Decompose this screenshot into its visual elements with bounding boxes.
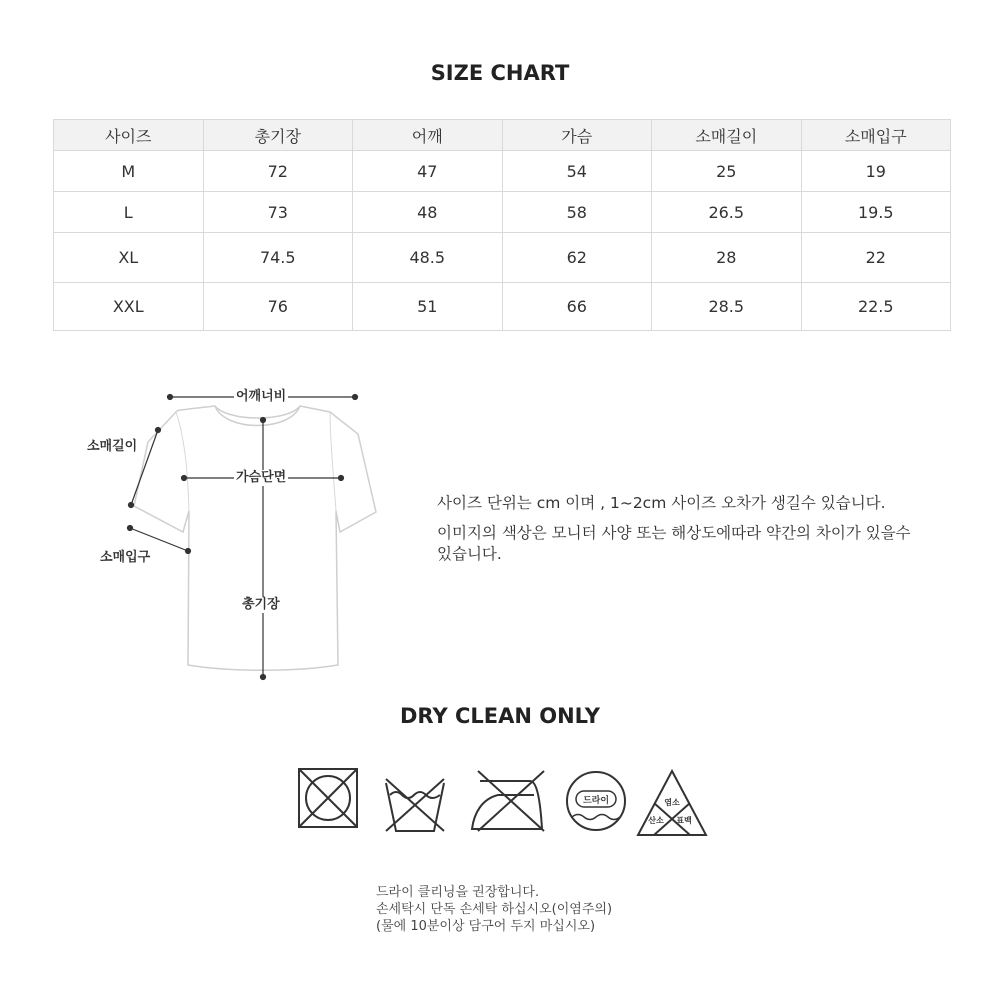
- size-chart-title: SIZE CHART: [430, 61, 570, 85]
- no-tumble-dry-icon: [296, 765, 360, 831]
- table-cell: 73: [203, 192, 353, 233]
- bleach-chlorine-label: 염소: [664, 798, 680, 807]
- chest-width-label: 가슴단면: [236, 470, 287, 485]
- care-line: 손세탁시 단독 손세탁 하십시오(이염주의): [376, 902, 613, 917]
- measurement-diagram: [0, 370, 420, 690]
- header-cell: 사이즈: [54, 120, 204, 151]
- table-row: [54, 233, 951, 283]
- dry-clean-label: 드라이: [582, 796, 610, 806]
- total-length-label: 총기장: [242, 597, 280, 612]
- table-cell: 26.5: [652, 192, 802, 233]
- table-cell: 22: [801, 233, 951, 283]
- note-color-difference: 이미지의 색상은 모니터 사양 또는 해상도에따라 약간의 차이가 있을수 있습니다.: [437, 524, 911, 563]
- table-cell: 25: [652, 151, 802, 192]
- table-cell: L: [54, 192, 204, 233]
- size-table: [53, 119, 951, 331]
- table-cell: 58: [502, 192, 652, 233]
- table-cell: 48: [353, 192, 503, 233]
- table-cell: XL: [54, 233, 204, 283]
- table-cell: 62: [502, 233, 652, 283]
- table-cell: 22.5: [801, 283, 951, 331]
- care-icons: [280, 765, 720, 845]
- table-cell: 76: [203, 283, 353, 331]
- bleach-oxygen-label: 산소: [648, 816, 664, 825]
- table-cell: 47: [353, 151, 503, 192]
- note-size-unit: 사이즈 단위는 cm 이며 , 1~2cm 사이즈 오차가 생길수 있습니다.: [437, 494, 886, 512]
- tshirt-outline-icon: [0, 370, 420, 690]
- header-cell: 어깨: [353, 120, 503, 151]
- table-cell: 51: [353, 283, 503, 331]
- table-cell: 28.5: [652, 283, 802, 331]
- header-cell: 소매길이: [652, 120, 802, 151]
- sleeve-opening-label: 소매입구: [100, 550, 151, 565]
- no-bleach-icon: [634, 765, 710, 839]
- no-wash-icon: [382, 765, 448, 835]
- care-line: 드라이 클리닝을 권장합니다.: [376, 885, 540, 900]
- header-cell: 소매입구: [801, 120, 951, 151]
- sleeve-length-label: 소매길이: [87, 439, 138, 454]
- table-row: [54, 283, 951, 331]
- table-cell: 19.5: [801, 192, 951, 233]
- table-cell: 19: [801, 151, 951, 192]
- table-cell: 72: [203, 151, 353, 192]
- table-cell: XXL: [54, 283, 204, 331]
- size-notes: [437, 493, 937, 574]
- care-line: (물에 10분이상 담구어 두지 마십시오): [376, 919, 596, 934]
- table-cell: 28: [652, 233, 802, 283]
- table-cell: 48.5: [353, 233, 503, 283]
- dry-clean-icon: [562, 765, 630, 833]
- header-cell: 가슴: [502, 120, 652, 151]
- no-iron-icon: [468, 765, 548, 835]
- bleach-label: 표백: [676, 816, 692, 825]
- care-instructions: [376, 884, 612, 935]
- table-row: [54, 192, 951, 233]
- table-cell: 74.5: [203, 233, 353, 283]
- table-cell: 66: [502, 283, 652, 331]
- table-cell: 54: [502, 151, 652, 192]
- care-title: DRY CLEAN ONLY: [400, 704, 600, 728]
- header-cell: 총기장: [203, 120, 353, 151]
- shoulder-width-label: 어깨너비: [236, 389, 287, 404]
- table-cell: M: [54, 151, 204, 192]
- table-header-row: [54, 120, 951, 151]
- table-row: [54, 151, 951, 192]
